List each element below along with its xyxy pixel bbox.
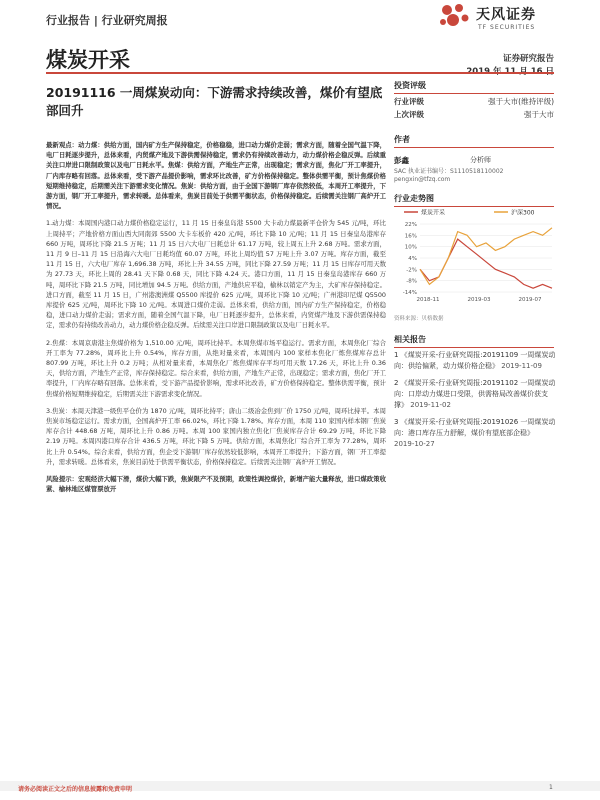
company-logo-icon	[437, 2, 471, 32]
header-divider	[46, 72, 554, 74]
analyst-sac-number: SAC 执业证书编号：S1110518110002	[394, 168, 504, 175]
chart-source: 资料来源：贝格数据	[394, 316, 444, 322]
industry-rating-label: 行业评级	[394, 97, 424, 106]
report-category: 行业报告 | 行业研究周报	[46, 14, 168, 27]
risk-paragraph: 风险提示：宏观经济大幅下滑，煤价大幅下跌，焦炭限产不及预期，政策性调控煤价，新增产能大量释放，进口煤政策收紧、榆林地区煤管票放开	[46, 475, 386, 494]
legend-label: 沪深300	[511, 209, 535, 217]
analyst-email: pengxin@tfzq.com	[394, 176, 451, 183]
company-name: 天风证券	[476, 7, 536, 23]
related-report-item[interactable]	[394, 350, 556, 372]
x-tick-label: 2018-11	[416, 297, 440, 303]
company-name-en: TF SECURITIES	[478, 24, 536, 31]
industry-trend-chart	[394, 206, 556, 306]
related-report-item[interactable]	[394, 417, 556, 450]
y-tick-label: 10%	[404, 244, 417, 251]
y-tick-label: -2%	[406, 267, 417, 274]
y-tick-label: 4%	[408, 256, 417, 262]
related-report-title: 3 《煤炭开采-行业研究周报:20191026 一周煤炭动向：港口库存压力舒解，煤价有望底部企稳》	[394, 418, 556, 437]
related-report-date: 2019-10-27	[394, 440, 435, 448]
y-tick-label: -14%	[402, 290, 417, 296]
footer-disclaimer: 请务必阅读正文之后的信息披露和免责申明	[18, 786, 133, 793]
thermal-coal-paragraph: 1.动力煤：本周国内港口动力煤价格稳定运行，11 月 15 日秦皇岛港 5500 大卡动力煤最新平仓价为 545 元/吨，环比上周持平；产地价格方面山西大同南郊 5500 大卡车板价 420 元/吨，环比下降 10 元/吨；11 月 15 日秦皇岛港库存 660 万吨，周环比下降 21.5 万吨；11 月 15 日六大电厂日耗总计 61.17 万吨，较上周五上升 2.68 万吨。需求方面，11 月 9 日–11 月 15 日沿海六大电厂日耗均值 60.07 万吨，环比上周均值 57 万吨上升 3.07 万吨。库存方面，截至 11 月 15 日，六大电厂库存 1,696.38 万吨，环比上升 34.55 万吨，同比下降 27.59 万吨；11 月 15 日库存可用天数为 27.73 天，环比上周的 28.41 天下降 0.68 天，同比下降 4.24 天。港口方面，11 月 15 日秦皇岛港库存 660 万吨，周环比下降 21.5 万吨，同比增加 94.5 万吨。供给方面，产地供应平稳，榆林以销定产为主，大矿库存保持稳定。进口方面，截至 11 月 15 日，广州港澳洲煤 Q5500 库提价 625 元/吨，周环比下降 10 元/吨；广州港印尼煤 Q5500 库提价 625 元/吨，周环比下降 10 元/吨。本周进口煤价走弱。总体来看，供给方面，国内矿方生产保持稳定，价格稳稳，进口动力煤价走弱；需求方面，随着全国气温下降，电厂日耗逐步提升，总体来看，内贸煤产地及下游供需保持稳定，需求仍有持续改善动力，动力煤价格企稳反弹。后续需关注口岸进口限制政策以及电厂日耗水平。	[46, 219, 386, 330]
x-tick-label: 2019-03	[467, 297, 491, 303]
related-reports-list	[394, 350, 556, 456]
author-section-title: 作者	[394, 134, 554, 148]
chart-section-title: 行业走势图	[394, 193, 554, 207]
analyst-name: 彭鑫	[394, 156, 409, 165]
page-number: 1	[549, 784, 553, 791]
y-tick-label: 16%	[404, 233, 417, 240]
page-title: 煤炭开采	[46, 48, 130, 72]
summary-paragraph: 最新观点：动力煤：供给方面，国内矿方生产保持稳定，价格稳稳，进口动力煤价走弱；需求方面，随着全国气温下降，电厂日耗逐步提升，总体来看，内贸煤产地及下游供需保持稳定，需求仍有持续改善动力，动力煤价格企稳反弹。后续重关注口岸进口限制政策以及电厂日耗水平。焦煤：供给方面，产地生产正常，出现稳定；需求方面，焦化厂开工率提升，厂内库存略有回落。总体来看，受下游产品提价影响，需求环比改善，矿方价格保持稳定。整体供需平衡，预计焦煤价格短期维持稳定，后期需关注下游需求变化情况。焦炭：供给方面，由于全国下游钢厂库存依然较低，本周开工率提升，下游方面，钢厂开工率提升，需求转暖。总体看来，焦炭目前处于供需平衡状态，价格保持稳定。后续需关注钢厂高炉开工情况。	[46, 141, 386, 211]
legend-label: 煤炭开采	[421, 209, 446, 217]
report-type: 证券研究报告	[502, 54, 554, 64]
related-report-date: 2019-11-09	[501, 362, 542, 370]
analyst-role: 分析师	[470, 156, 491, 164]
previous-rating-value: 强于大市	[524, 110, 554, 119]
x-tick-label: 2019-07	[518, 297, 542, 303]
related-report-title: 1 《煤炭开采-行业研究周报:20191109 一周煤炭动向：供给偏紧，动力煤价格企稳》	[394, 351, 556, 370]
related-report-title: 2 《煤炭开采-行业研究周报:20191102 一周煤炭动向：口岸动力煤进口受限，供需格局改善煤价获支撑》	[394, 379, 556, 409]
related-report-item[interactable]	[394, 378, 556, 411]
rating-section-title: 投资评级	[394, 80, 554, 94]
report-body	[46, 140, 386, 502]
industry-rating-value: 强于大市(维持评级)	[488, 97, 554, 106]
y-tick-label: -8%	[406, 278, 417, 285]
y-tick-label: 22%	[404, 222, 417, 228]
coking-coal-paragraph: 2.焦煤：本周京唐港主焦煤价格为 1,510.00 元/吨，周环比持平。本周焦煤市场平稳运行。需求方面，本周焦化厂综合开工率为 77.28%，周环比上升 0.54%，库存方面，从绝对量来看，本周国内 100 家样本焦化厂炼焦煤库存总计 807.99 万吨，环比上升 0.2 万吨；从相对量来看，本周焦化厂炼焦煤库存平均可用天数 17.26 天，环比上升 0.36 天，供给方面，产地生产正常，库存保持稳定。综合来看，供给方面，产地生产正常，出现稳定；需求方面，焦化厂开工率提升，厂内库存略有回落。总体来看，受下游产品提价影响，需求环比改善，矿方价格保持稳定。整体供需平衡，预计焦煤价格短期维持稳定，后期需关注下游需求变化情况。	[46, 338, 386, 398]
related-section-title: 相关报告	[394, 334, 554, 348]
series-line	[420, 228, 552, 285]
related-report-date: 2019-11-02	[410, 401, 451, 409]
coke-paragraph: 3.焦炭：本周天津港一级焦平仓价为 1870 元/吨，周环比持平；唐山二级冶金焦到厂价 1750 元/吨，周环比持平。本周焦炭市场稳定运行。需求方面，全国高炉开工率 66.02%，环比下降 1.78%。库存方面，本周 110 家国内样本钢厂焦炭库存合计 448.68 万吨，周环比上升 0.86 万吨。本周 100 家国内独立焦化厂焦炭库存合计 69.29 万吨，环比下降 2.19 万吨。本周四港口库存合计 436.5 万吨，环比下降 5 万吨。供给方面，本周焦化厂综合开工率为 77.28%，周环比上升 0.54%。综合来看，供给方面，焦企受下游钢厂库存依然较低影响，本周开工率提升；下游方面，钢厂开工率提升，需求转暖。总体看来，焦炭目前处于供需平衡状态，价格保持稳定。后续需关注钢厂高炉开工情况。	[46, 406, 386, 466]
report-date	[466, 65, 554, 77]
previous-rating-row	[394, 109, 554, 120]
report-headline: 20191116 一周煤炭动向：下游需求持续改善，煤价有望底部回升	[46, 85, 383, 118]
previous-rating-label: 上次评级	[394, 110, 424, 119]
industry-rating-row	[394, 96, 554, 107]
